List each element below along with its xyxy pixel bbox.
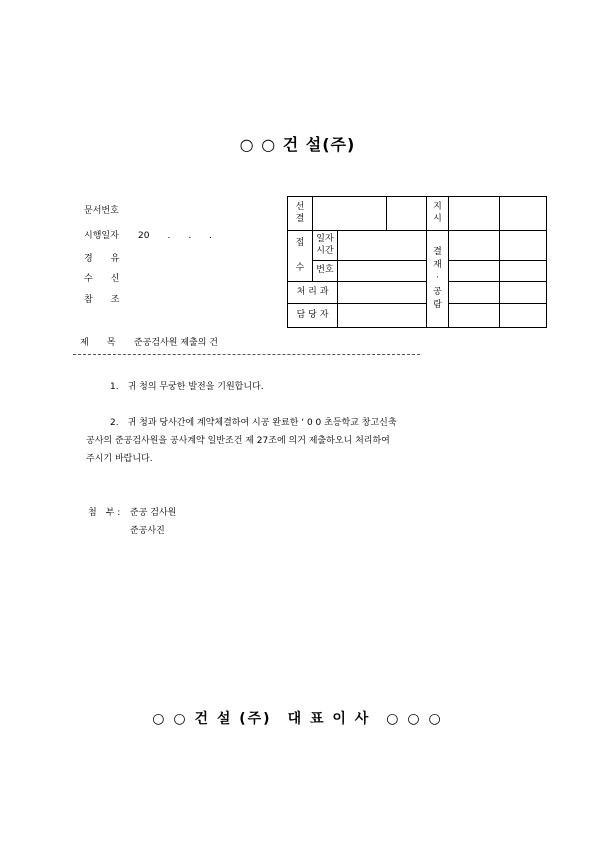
document-title: ○ ○ 건 설(주) [239,135,356,154]
subject-label: 제 목 [80,338,116,348]
date-label: 시행일자 [84,231,119,241]
receipt-label-bottom: 수 [295,263,305,273]
number-cell [338,261,427,282]
person-in-charge-label: 담 당 자 [288,304,338,328]
review-label: 결 재 · 공 람 [427,231,449,328]
process-dept-label: 처 리 과 [288,282,338,304]
review-cell-3a [449,282,500,304]
review-cell-2a [449,261,500,282]
review-cell-4a [449,304,500,328]
subject-value: 준공검사원 제출의 건 [134,338,218,348]
via-label: 경 유 [84,254,120,264]
review-cell-4b [500,304,547,328]
prior-approval-label: 선 결 [288,197,313,231]
review-cell-1b [500,231,547,261]
attachment-item-2: 준공사진 [130,526,165,536]
date-time-label: 일자 시간 [313,231,338,261]
review-cell-1a [449,231,500,261]
instruction-cell [449,197,500,231]
paragraph-2-line-1: 2. 귀 청과 당사간에 계약체결하여 시공 완료한 ‘ 0 0 초등학교 창고신축 [110,418,397,428]
prior-approval-cell-2 [387,197,427,231]
paragraph-1: 1. 귀 청의 무궁한 발전을 기원합니다. [110,382,264,392]
receipt-label [288,231,313,282]
instruction-label: 지 시 [427,197,449,231]
attachment-label: 첨 부 : [88,508,121,518]
date-value: 20 . . . [138,231,213,241]
process-dept-cell [338,282,427,304]
paragraph-2-line-3: 주시기 바랍니다. [86,454,153,464]
date-time-cell [338,231,427,261]
recipient-label: 수 신 [84,274,120,284]
instruction-cell-2 [500,197,547,231]
divider-line [73,354,420,355]
receipt-label-top: 접 [295,237,305,248]
doc-number-label: 문서번호 [84,206,119,216]
paragraph-2-line-2: 공사의 준공검사원을 공사계약 일반조건 제 27조에 의거 제출하오니 처리하여 [86,436,390,446]
attachment-item-1: 준공 검사원 [130,508,177,518]
prior-approval-cell [313,197,387,231]
reference-label: 참 조 [84,295,120,305]
approval-stamp-table [287,196,547,328]
review-cell-3b [500,282,547,304]
review-cell-2b [500,261,547,282]
number-label: 번호 [313,261,338,282]
sender-signature: ○ ○ 건 설 (주) 대 표 이 사 ○ ○ ○ [152,711,443,727]
person-in-charge-cell [338,304,427,328]
